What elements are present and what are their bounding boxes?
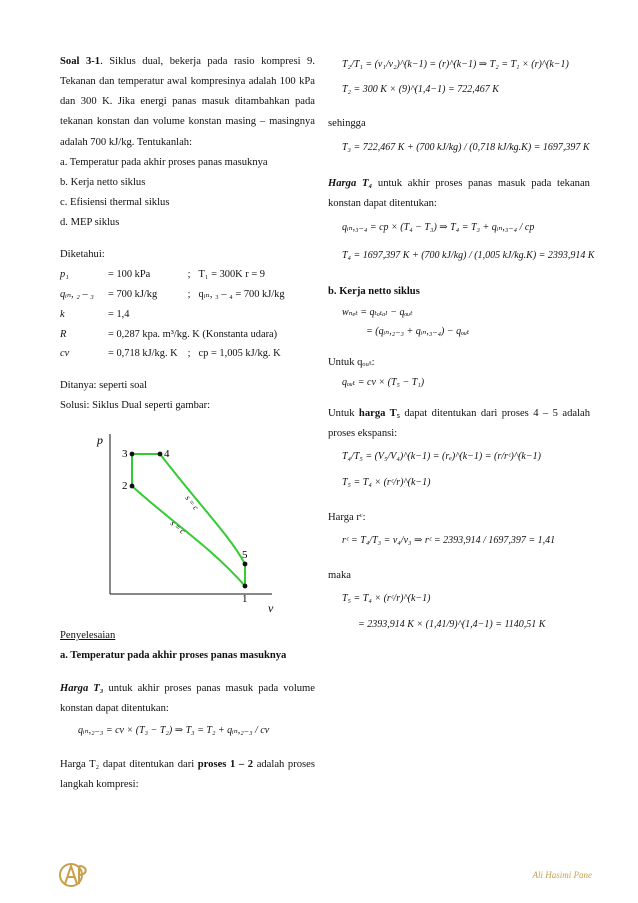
eq-wnet-1: wₙₑₜ = qₜₒₜₐₗ − qₒᵤₜ: [342, 306, 413, 318]
point-5-label: 5: [242, 549, 248, 562]
eq-t2-ratio: T₂/T₁ = (v₁/v₂)^(k−1) = (r)^(k−1) ⇒ T₂ = T₁ × (r)^(k−1): [342, 59, 569, 70]
item-c: c. Efisiensi thermal siklus: [60, 196, 170, 208]
cycle-curve: [132, 454, 245, 586]
t4-intro: Harga T₄ untuk akhir proses panas masuk pada tekanan konstan dapat ditentukan:: [328, 178, 590, 210]
section-a-heading: a. Temperatur pada akhir proses panas masuknya: [60, 650, 287, 662]
item-a: a. Temperatur pada akhir proses panas masuknya: [60, 156, 268, 168]
eq-t5-b: = 2393,914 K × (1,41/9)^(1,4−1) = 1140,51 K: [358, 619, 546, 631]
point-4: [158, 452, 163, 457]
v-axis-label: v: [268, 601, 274, 616]
sehingga-text: sehingga: [328, 118, 366, 129]
point-5: [243, 562, 248, 567]
pv-diagram-svg: [60, 426, 315, 622]
problem-text: . Siklus dual, bekerja pada rasio kompresi 9. Tekanan dan temperatur awal kompresinya adalah 100 kPa dan 300 K. Jika energi panas masuk ditambahkan pada tekanan konstan dan volume konstan masing – masingnya adalah 700 kJ/kg. Tentukanlah:: [60, 56, 316, 148]
right-column: [328, 52, 595, 638]
point-3: [130, 452, 135, 457]
eq-t3: qᵢₙ,₂₋₃ = cv × (T₃ − T₂) ⇒ T₃ = T₂ + qᵢₙ,₂₋₃ / cv: [78, 724, 270, 736]
author-logo-icon: [56, 860, 92, 890]
isentrope-label: s = c: [183, 494, 201, 513]
problem-label: Soal 3-1: [60, 56, 101, 67]
eq-t4-value: T₄ = 1697,397 K + (700 kJ/kg) / (1,005 kJ/kg.K) = 2393,914 K: [342, 250, 595, 262]
given-table: [60, 265, 287, 364]
point-2: [130, 484, 135, 489]
item-d: d. MEP siklus: [60, 217, 120, 228]
given-row: cv = 0,718 kJ/kg. K ; cp = 1,005 kJ/kg. K: [60, 348, 281, 360]
eq-t5-ratio: T₄/T₅ = (V₅/V₄)^(k−1) = (rₑ)^(k−1) = (r/rᶜ)^(k−1): [342, 450, 541, 462]
given-title: Diketahui:: [60, 249, 105, 261]
t3-intro: Harga T₃ untuk akhir proses panas masuk pada volume konstan dapat ditentukan:: [60, 682, 315, 714]
rc-intro: Harga rᶜ:: [328, 511, 366, 523]
eq-wnet-2: = (qᵢₙ,₂₋₃ + qᵢₙ,₃₋₄) − qₒᵤₜ: [366, 325, 470, 337]
point-1-label: 1: [242, 593, 248, 606]
asked-text: Ditanya: seperti soal: [60, 380, 148, 392]
eq-rc: rᶜ = T₄/T₃ = v₄/v₃ ⇒ rᶜ = 2393,914 / 1697,397 = 1,41: [342, 535, 556, 546]
pv-diagram: [60, 416, 315, 616]
given-row: p₁ = 100 kPa ; T₁ = 300K r = 9: [60, 269, 265, 281]
item-b: b. Kerja netto siklus: [60, 176, 146, 188]
footer-author: Ali Hasimi Pane: [532, 870, 592, 880]
solution-text: Solusi: Siklus Dual seperti gambar:: [60, 400, 211, 412]
problem-statement: [60, 52, 315, 153]
left-column: [60, 52, 315, 795]
t5-intro: Untuk harga T₅ dapat ditentukan dari proses 4 – 5 adalah proses ekspansi:: [328, 407, 591, 439]
section-b-heading: b. Kerja netto siklus: [328, 286, 420, 298]
given-row: k = 1,4: [60, 308, 130, 320]
p-axis-label: p: [97, 433, 103, 448]
eq-t2-value: T₂ = 300 K × (9)^(1,4−1) = 722,467 K: [342, 84, 499, 95]
eq-t5-form: T₅ = T₄ × (rᶜ/r)^(k−1): [342, 476, 431, 488]
eq-t3-value: T₃ = 722,467 K + (700 kJ/kg) / (0,718 kJ/kg.K) = 1697,397 K: [342, 142, 590, 154]
penyelesaian-heading: Penyelesaian: [60, 630, 116, 642]
maka-text: maka: [328, 570, 351, 581]
eq-qout: qₒᵤₜ = cv × (T₅ − T₁): [342, 376, 425, 388]
eq-t4: qᵢₙ,₃₋₄ = cp × (T₄ − T₃) ⇒ T₄ = T₃ + qᵢₙ,₃₋₄ / cp: [342, 222, 535, 234]
isentrope-label: s = c: [168, 518, 187, 537]
eq-t5-a: T₅ = T₄ × (rᶜ/r)^(k−1): [342, 593, 431, 605]
point-3-label: 3: [122, 448, 128, 461]
point-4-label: 4: [164, 448, 170, 461]
point-1: [243, 584, 248, 589]
t2-intro: Harga T₂ dapat ditentukan dari proses 1 – 2 adalah proses langkah kompresi:: [60, 758, 315, 790]
point-2-label: 2: [122, 480, 128, 493]
given-row: R = 0,287 kpa. m³/kg. K (Konstanta udara): [60, 328, 278, 340]
qout-intro: Untuk qₒᵤₜ:: [328, 356, 375, 368]
given-row: qᵢₙ, ₂ – ₃ = 700 kJ/kg ; qᵢₙ, ₃ – ₄ = 700 kJ/kg: [60, 289, 285, 301]
